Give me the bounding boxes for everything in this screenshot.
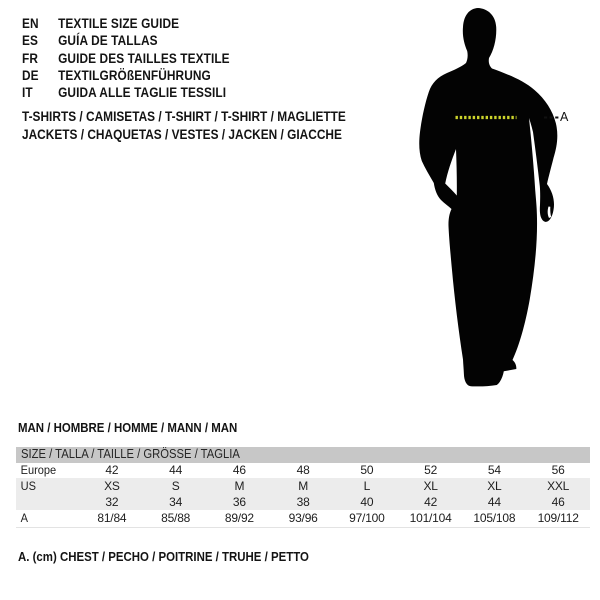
language-code: FR: [22, 50, 39, 66]
size-cell: 44: [487, 494, 501, 509]
language-label: GUÍA DE TALLAS: [58, 33, 158, 49]
table-row-europe: [16, 463, 590, 479]
garment-type-list: [22, 108, 346, 143]
size-cell: 42: [105, 463, 119, 478]
measurement-footnote: A. (cm) CHEST / PECHO / POITRINE / TRUHE / PETTO: [18, 549, 309, 564]
size-cell: 46: [232, 463, 246, 478]
language-row: [22, 32, 230, 49]
man-silhouette-svg: [395, 0, 600, 400]
language-row: [22, 67, 230, 84]
size-cell: 42: [424, 494, 438, 509]
row-label: US: [20, 478, 36, 493]
size-table-header: [16, 447, 590, 463]
size-cell: 32: [105, 494, 119, 509]
table-row-us: [16, 478, 590, 494]
size-cell: XL: [423, 478, 438, 493]
size-cell: 109/112: [537, 511, 579, 525]
size-cell: 81/84: [97, 511, 127, 525]
size-cell: 101/104: [409, 511, 452, 525]
language-label: GUIDE DES TAILLES TEXTILE: [58, 50, 230, 66]
row-label: Europe: [20, 463, 57, 478]
size-cell: M: [234, 478, 245, 493]
language-list: [22, 15, 230, 101]
size-cell: 89/92: [224, 511, 254, 525]
size-cell: 46: [551, 494, 565, 509]
size-cell: 38: [296, 494, 310, 509]
language-code: IT: [22, 85, 33, 101]
language-code: EN: [22, 16, 39, 31]
size-cell: XS: [104, 478, 120, 493]
size-cell: L: [363, 478, 371, 493]
size-cell: XXL: [547, 478, 570, 493]
size-cell: 36: [232, 494, 246, 509]
garment-line-tshirts: T-SHIRTS / CAMISETAS / T-SHIRT / T-SHIRT / MAGLIETTE: [22, 109, 346, 124]
size-cell: 52: [424, 463, 438, 478]
size-cell: 50: [360, 463, 374, 478]
size-cell: XL: [487, 478, 502, 493]
language-code: ES: [22, 33, 39, 49]
language-label: GUIDA ALLE TAGLIE TESSILI: [58, 85, 227, 101]
language-label: TEXTILE SIZE GUIDE: [58, 16, 180, 31]
size-cell: 56: [551, 463, 565, 478]
size-cell: 85/88: [161, 511, 191, 525]
size-cell: 48: [296, 463, 310, 478]
section-title-man: MAN / HOMBRE / HOMME / MANN / MAN: [18, 420, 238, 435]
man-silhouette: [419, 8, 557, 386]
language-label: TEXTILGRÖßENFÜHRUNG: [58, 67, 211, 83]
garment-line-jackets: JACKETS / CHAQUETAS / VESTES / JACKEN / GIACCHE: [22, 126, 342, 142]
size-cell: 54: [487, 463, 501, 478]
size-table: [16, 447, 590, 528]
language-code: DE: [22, 67, 39, 83]
language-row: [22, 50, 230, 67]
language-row: [22, 15, 230, 32]
table-row-numeric: [16, 494, 590, 510]
measure-label-a: A: [560, 110, 569, 124]
size-cell: 97/100: [349, 511, 385, 525]
size-cell: 44: [169, 463, 183, 478]
size-cell: 93/96: [288, 511, 318, 525]
size-table-header-label: SIZE / TALLA / TAILLE / GRÖSSE / TAGLIA: [21, 447, 240, 461]
table-row-chest-cm: [16, 510, 590, 527]
size-cell: M: [298, 478, 309, 493]
language-row: [22, 84, 230, 101]
size-cell: 40: [360, 494, 374, 509]
size-cell: 105/108: [473, 511, 516, 525]
size-cell: S: [171, 478, 180, 493]
man-silhouette-figure: [395, 0, 600, 400]
size-cell: 34: [169, 494, 183, 509]
row-label: A: [20, 511, 28, 525]
